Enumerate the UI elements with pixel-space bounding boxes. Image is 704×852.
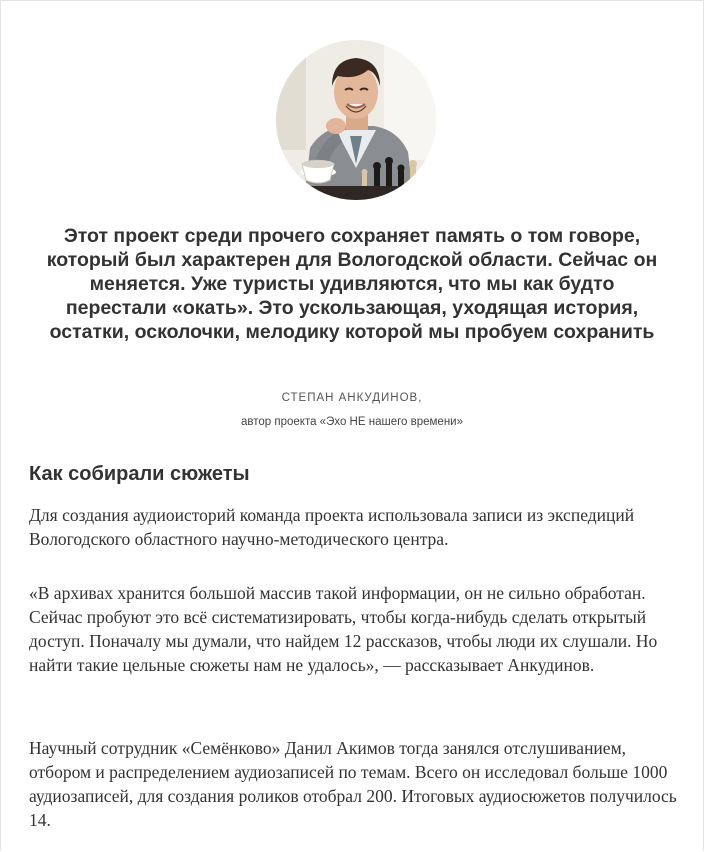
section-heading: Как собирали сюжеты <box>29 463 250 485</box>
article-paragraph-1: Для создания аудиоисторий команда проекта использовала записи из экспедиций Вологодского областного научно-методического центра. <box>29 505 635 549</box>
pull-quote: Этот проект среди прочего сохраняет память о том говоре, который был характерен для Вологодской области. Сейчас он меняется. Уже туристы удивляются, что мы как будто перестали «окать». Это ускользающая, уходящая история, остатки, осколочки, мелодику которой мы пробуем сохранить <box>46 225 658 343</box>
person-portrait-icon <box>276 40 436 200</box>
article-paragraph-2: «В архивах хранится большой массив такой информации, он не сильно обработан. Сейчас пробуют это всё систематизировать, чтобы когда-нибудь сделать открытый доступ. Поначалу мы думали, что найдем 12 рассказов, чтобы люди их слушали. Но найти такие цельные сюжеты нам не удалось», — рассказывает Анкудинов. <box>29 583 658 675</box>
author-photo <box>276 40 436 200</box>
quote-author-role: автор проекта «Эхо НЕ нашего времени» <box>241 416 463 428</box>
quote-author-name: СТЕПАН АНКУДИНОВ, <box>281 392 423 404</box>
article-paragraph-3: Научный сотрудник «Семёнково» Данил Акимов тогда занялся отслушиванием, отбором и распределением аудиозаписей по темам. Всего он исследовал больше 1000 аудиозаписей, для создания роликов отобрал 200. Итоговых аудиосюжетов получилось 14. <box>29 738 677 830</box>
